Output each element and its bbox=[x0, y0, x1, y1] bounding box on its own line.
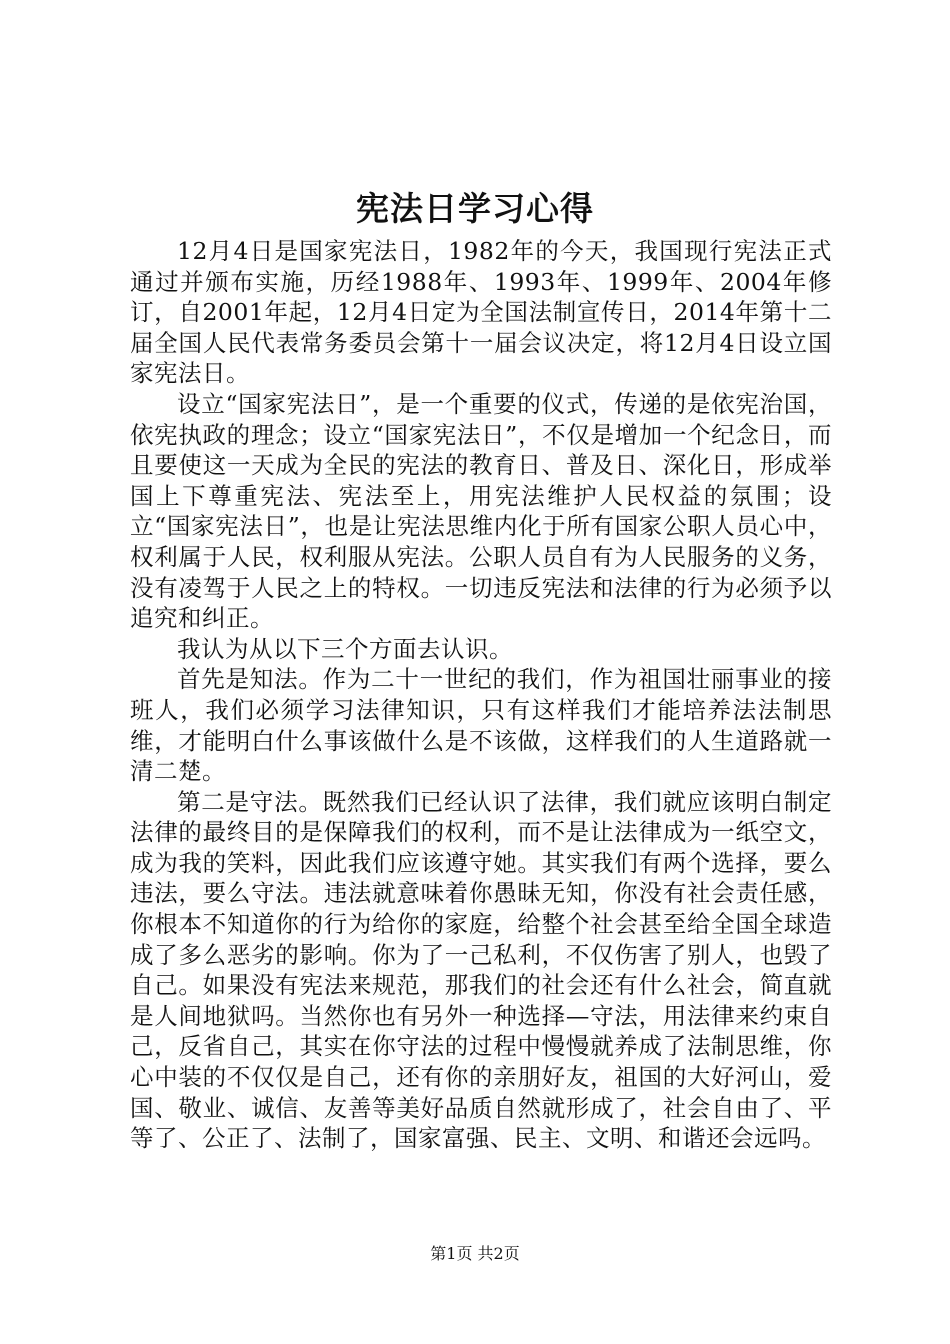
document-title: 宪法日学习心得 bbox=[356, 189, 594, 228]
document-body bbox=[130, 236, 832, 1154]
paragraph-3: 我认为从以下三个方面去认识。 bbox=[177, 634, 513, 663]
paragraph-4: 首先是知法。作为二十一世纪的我们，作为祖国壮丽事业的接班人，我们必须学习法律知识，只有这样我们才能培养法法制思维，才能明白什么事该做什么是不该做，这样我们的人生道路就一清二楚。 bbox=[130, 665, 832, 786]
paragraph-2: 设立“国家宪法日”，是一个重要的仪式，传递的是依宪治国，依宪执政的理念；设立“国家宪法日”，不仅是增加一个纪念日，而且要使这一天成为全民的宪法的教育日、普及日、深化日，形成举国上下尊重宪法、宪法至上，用宪法维护人民权益的氛围；设立“国家宪法日”，也是让宪法思维内化于所有国家公职人员心中，权利属于人民，权利服从宪法。公职人员自有为人民服务的义务，没有凌驾于人民之上的特权。一切违反宪法和法律的行为必须予以追究和纠正。 bbox=[130, 389, 832, 633]
page-number-footer: 第1页 共2页 bbox=[430, 1244, 520, 1263]
paragraph-1: 12月4日是国家宪法日，1982年的今天，我国现行宪法正式通过并颁布实施，历经1988年、1993年、1999年、2004年修订，自2001年起，12月4日定为全国法制宣传日，2014年第十二届全国人民代表常务委员会第十一届会议决定，将12月4日设立国家宪法日。 bbox=[130, 237, 832, 388]
paragraph-5: 第二是守法。既然我们已经认识了法律，我们就应该明白制定法律的最终目的是保障我们的权利，而不是让法律成为一纸空文，成为我的笑料，因此我们应该遵守她。其实我们有两个选择，要么违法，要么守法。违法就意味着你愚昧无知，你没有社会责任感，你根本不知道你的行为给你的家庭，给整个社会甚至给全国全球造成了多么恶劣的影响。你为了一己私利，不仅伤害了别人，也毁了自己。如果没有宪法来规范，那我们的社会还有什么社会，简直就是人间地狱吗。当然你也有另外一种选择—守法，用法律来约束自己，反省自己，其实在你守法的过程中慢慢就养成了法制思维，你心中装的不仅仅是自己，还有你的亲朋好友，祖国的大好河山，爱国、敬业、诚信、友善等美好品质自然就形成了，社会自由了、平等了、公正了、法制了，国家富强、民主、文明、和谐还会远吗。 bbox=[130, 787, 832, 1153]
